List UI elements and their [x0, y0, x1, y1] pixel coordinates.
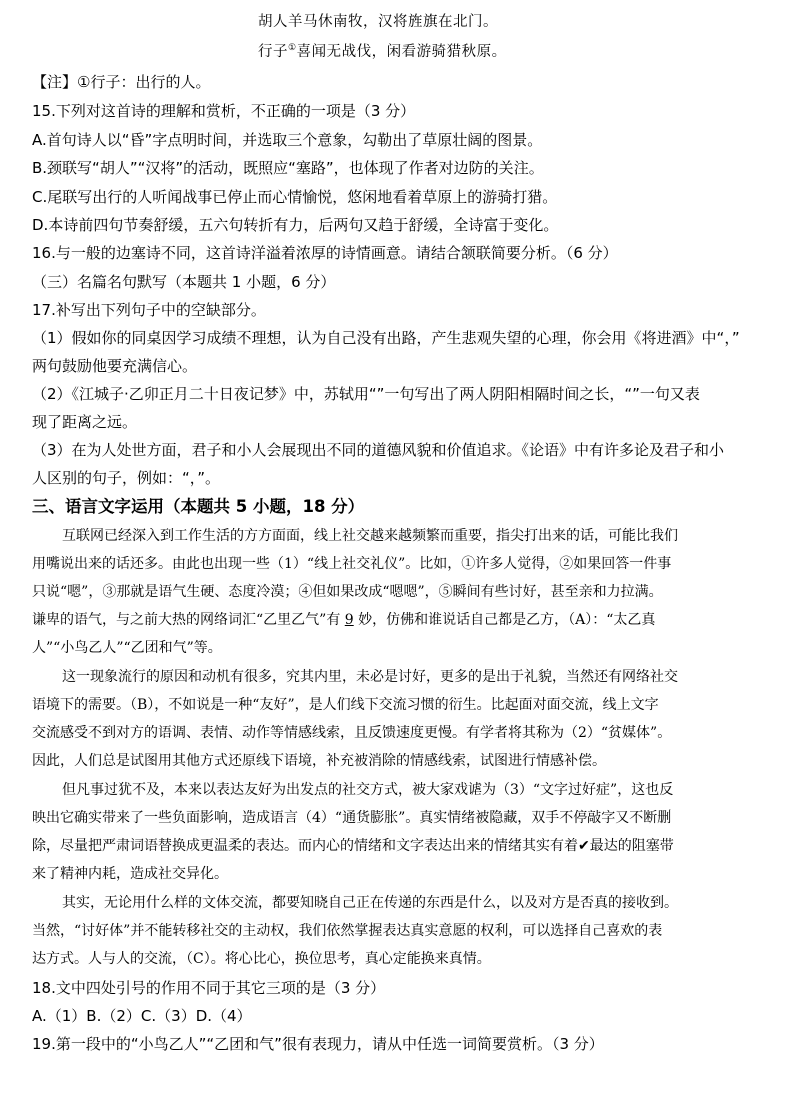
q19: 19.第一段中的“小鸟乙人”“乙团和气”很有表现力，请从中任选一词简要赏析。（3 分） — [32, 1035, 604, 1053]
q15-option-b: B.颈联写“胡人”“汉将”的活动，既照应“塞路”，也体现了作者对边防的关注。 — [32, 159, 544, 177]
q17-item-1-cont: 两句鼓励他要充满信心。 — [32, 357, 198, 375]
q16: 16.与一般的边塞诗不同，这首诗洋溢着浓厚的诗情画意。请结合颔联简要分析。（6 分） — [32, 244, 618, 262]
q15-option-c: C.尾联写出行的人听闻战事已停止而心情愉悦，悠闲地看着草原上的游骑打猎。 — [32, 188, 558, 206]
check-mark-icon: ✔ — [578, 838, 590, 854]
q17-item-3-cont: 人区别的句子，例如：“，”。 — [32, 469, 221, 487]
underlined-blank: 9 — [344, 612, 354, 628]
q17-item-2-cont: 现了距离之远。 — [32, 413, 138, 431]
passage-p2-line-3: 交流感受不到对方的语调、表情、动作等情感线索，且反馈速度更慢。有学者将其称为（2）“贫媒体”。 — [32, 725, 672, 741]
passage-p1-line-3: 只说“嗯”，③那就是语气生硬、态度冷漠；④但如果改成“嗯嗯”，⑤瞬间有些讨好，甚至亲和力拉满。 — [32, 584, 663, 600]
q18-options: A.（1）B.（2）C.（3）D.（4） — [32, 1007, 252, 1025]
part-3-heading: 三、语言文字运用（本题共 5 小题，18 分） — [32, 497, 365, 516]
passage-p1-line-5: 人”“小鸟乙人”“乙团和气”等。 — [32, 640, 222, 656]
section-3-title: （三）名篇名句默写（本题共 1 小题，6 分） — [32, 273, 336, 291]
passage-p4-line-2: 当然，“讨好体”并不能转移社交的主动权，我们依然掌握表达真实意愿的权利，可以选择自己喜欢的表 — [32, 923, 663, 939]
q15-stem: 15.下列对这首诗的理解和赏析，不正确的一项是（3 分） — [32, 102, 416, 120]
poem-line-1: 胡人羊马休南牧，汉将旌旗在北门。 — [258, 14, 498, 30]
passage-p1-line-2: 用嘴说出来的话还多。由此也出现一些（1）“线上社交礼仪”。比如，①许多人觉得，②如果回答一件事 — [32, 556, 672, 572]
q15-option-a: A.首句诗人以“昏”字点明时间，并选取三个意象，勾勒出了草原壮阔的图景。 — [32, 131, 543, 149]
passage-p3-line-4: 来了精神内耗，造成社交异化。 — [32, 866, 228, 882]
q17-item-3: （3）在为人处世方面，君子和小人会展现出不同的道德风貌和价值追求。《论语》中有许多论及君子和小 — [32, 441, 725, 459]
q17-stem: 17.补写出下列句子中的空缺部分。 — [32, 301, 266, 319]
q17-item-2: （2）《江城子·乙卯正月二十日夜记梦》中，苏轼用“”一句写出了两人阴阳相隔时间之长，“”一句又表 — [32, 385, 700, 403]
poem-note: 【注】①行子：出行的人。 — [32, 73, 211, 91]
passage-p2-line-2: 语境下的需要。（B），不如说是一种“友好”，是人们线下交流习惯的衍生。比起面对面交流，线上文字 — [32, 697, 659, 713]
passage-p2-line-1: 这一现象流行的原因和动机有很多，究其内里，未必是讨好，更多的是出于礼貌，当然还有网络社交 — [62, 669, 678, 685]
q18-stem: 18.文中四处引号的作用不同于其它三项的是（3 分） — [32, 979, 386, 997]
passage-p2-line-4: 因此，人们总是试图用其他方式还原线下语境，补充被消除的情感线索，试图进行情感补偿。 — [32, 753, 606, 769]
q17-item-1: （1）假如你的同桌因学习成绩不理想，认为自己没有出路，产生悲观失望的心理，你会用《将进酒》中“，” — [32, 329, 740, 347]
passage-p1-line-1: 互联网已经深入到工作生活的方方面面，线上社交越来越频繁而重要，指尖打出来的话，可能比我们 — [62, 528, 678, 544]
passage-p4-line-3: 达方式。人与人的交流，（C）。将心比心，换位思考，真心定能换来真情。 — [32, 951, 491, 967]
poem-line-2: 行子①喜闻无战伐，闲看游骑猎秋原。 — [258, 43, 507, 60]
passage-p3-line-3: 除，尽量把严肃词语替换成更温柔的表达。而内心的情绪和文字表达出来的情绪其实有着✔最达的阻塞带 — [32, 838, 674, 854]
passage-p3-line-1: 但凡事过犹不及，本来以表达友好为出发点的社交方式，被大家戏谑为（3）“文字过好症”，这也反 — [62, 782, 674, 798]
passage-p1-line-4: 谦卑的语气，与之前大热的网络词汇“乙里乙气”有 9 妙，仿佛和谁说话自己都是乙方，（A）：“太乙真 — [32, 612, 656, 628]
passage-p4-line-1: 其实，无论用什么样的文体交流，都要知晓自己正在传递的东西是什么，以及对方是否真的接收到。 — [62, 895, 678, 911]
passage-p3-line-2: 映出它确实带来了一些负面影响，造成语言（4）“通货膨胀”。真实情绪被隐藏，双手不停敲字又不断删 — [32, 810, 672, 826]
q15-option-d: D.本诗前四句节奏舒缓，五六句转折有力，后两句又趋于舒缓，全诗富于变化。 — [32, 216, 559, 234]
